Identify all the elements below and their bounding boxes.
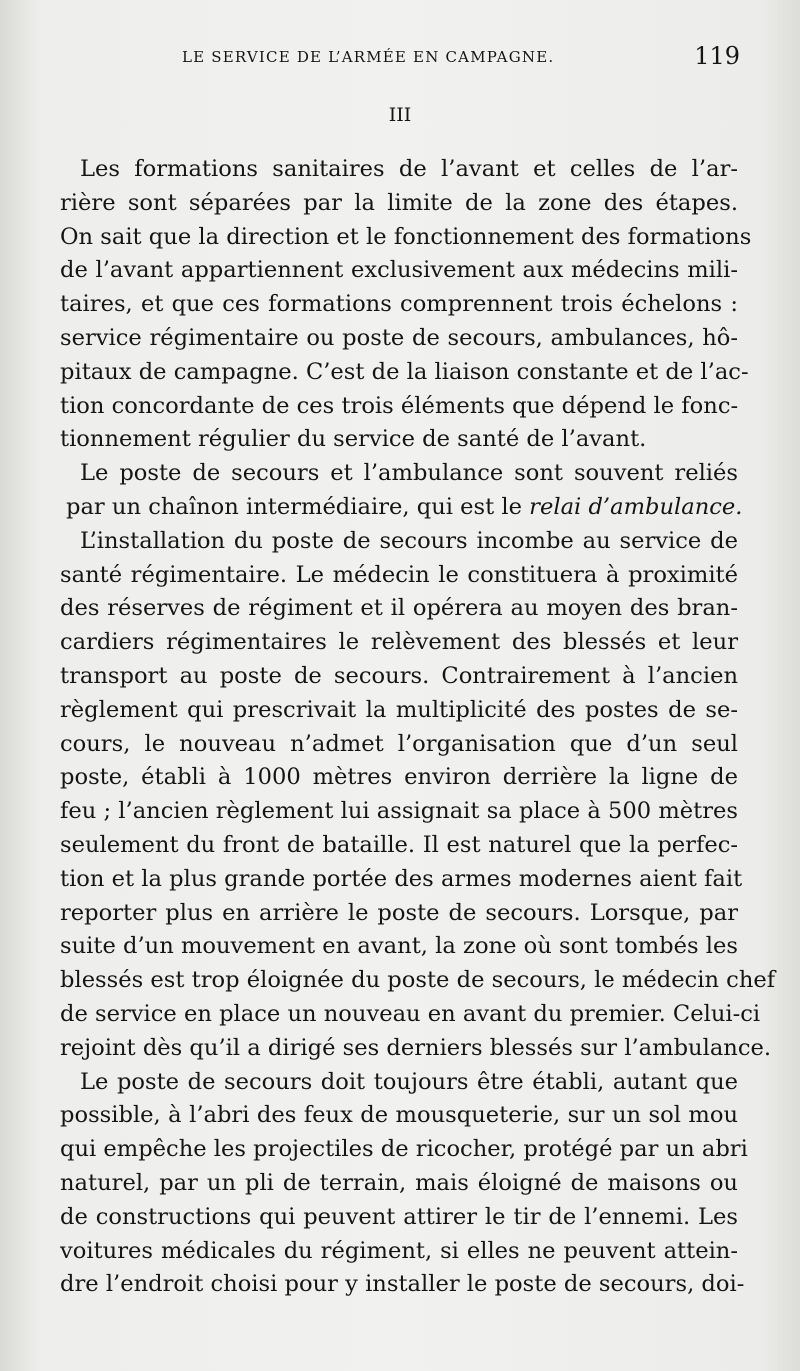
text-line: naturel, par un pli de terrain, mais éloigné de maisons ou — [60, 1169, 738, 1196]
text-line: Le poste de secours doit toujours être établi, autant que — [80, 1068, 738, 1095]
page-header — [60, 44, 740, 74]
text-line: qui empêche les projectiles de ricocher, protégé par un abri — [60, 1136, 748, 1163]
text-line: de service en place un nouveau en avant du premier. Celui-ci — [60, 1000, 761, 1027]
text-line: cardiers régimentaires le relèvement des blessés et leur — [60, 629, 738, 656]
text-line: possible, à l’abri des feux de mousqueterie, sur un sol mou — [60, 1102, 738, 1129]
text-line: L’installation du poste de secours incombe au service de — [80, 527, 738, 554]
text-line: dre l’endroit choisi pour y installer le poste de secours, doi- — [60, 1271, 745, 1298]
text-line: transport au poste de secours. Contrairement à l’ancien — [60, 662, 738, 689]
body-text — [60, 153, 776, 1302]
text-line: rejoint dès qu’il a dirigé ses derniers blessés sur l’ambulance. — [60, 1034, 772, 1061]
text-line: de constructions qui peuvent attirer le tir de l’ennemi. Les — [60, 1203, 738, 1230]
text-line: règlement qui prescrivait la multiplicité des postes de se- — [60, 696, 738, 723]
text-line: des réserves de régiment et il opérera au moyen des bran- — [60, 595, 738, 622]
text-line: rière sont séparées par la limite de la zone des étapes. — [60, 189, 738, 216]
text-line: poste, établi à 1000 mètres environ derrière la ligne de — [60, 764, 738, 791]
text-line: suite d’un mouvement en avant, la zone où sont tombés les — [60, 933, 738, 960]
text-line: cours, le nouveau n’admet l’organisation que d’un seul — [60, 730, 738, 757]
text-line: reporter plus en arrière le poste de secours. Lorsque, par — [60, 899, 738, 926]
text-line: taires, et que ces formations comprennent trois échelons : — [60, 291, 738, 318]
emphasis-text: relai d’ambulance. — [529, 493, 743, 520]
text-line: seulement du front de bataille. Il est naturel que la perfec- — [60, 831, 738, 858]
text-line: service régimentaire ou poste de secours, ambulances, hô- — [60, 324, 738, 351]
text-line: pitaux de campagne. C’est de la liaison constante et de l’ac- — [60, 358, 749, 385]
text-line: Les formations sanitaires de l’avant et celles de l’ar- — [80, 156, 738, 182]
section-number: III — [388, 104, 412, 126]
text-line: Le poste de secours et l’ambulance sont souvent reliés — [80, 460, 738, 487]
text-line — [60, 491, 743, 525]
text-run: par un chaînon intermédiaire, qui est le — [66, 493, 522, 520]
page-number: 119 — [694, 42, 740, 70]
text-line: santé régimentaire. Le médecin le constituera à proximité — [60, 561, 738, 588]
text-line: voitures médicales du régiment, si elles ne peuvent attein- — [60, 1237, 738, 1264]
text-line: tionnement régulier du service de santé de l’avant. — [60, 426, 647, 453]
text-line: tion et la plus grande portée des armes modernes aient fait — [60, 865, 743, 892]
running-head: LE SERVICE DE L’ARMÉE EN CAMPAGNE. — [182, 48, 555, 66]
text-line: de l’avant appartiennent exclusivement aux médecins mili- — [60, 257, 738, 284]
text-line: On sait que la direction et le fonctionnement des formations — [60, 223, 752, 250]
text-line: tion concordante de ces trois éléments que dépend le fonc- — [60, 392, 739, 419]
text-line: feu ; l’ancien règlement lui assignait sa place à 500 mètres — [60, 798, 738, 825]
text-line: blessés est trop éloignée du poste de secours, le médecin chef — [60, 967, 776, 994]
